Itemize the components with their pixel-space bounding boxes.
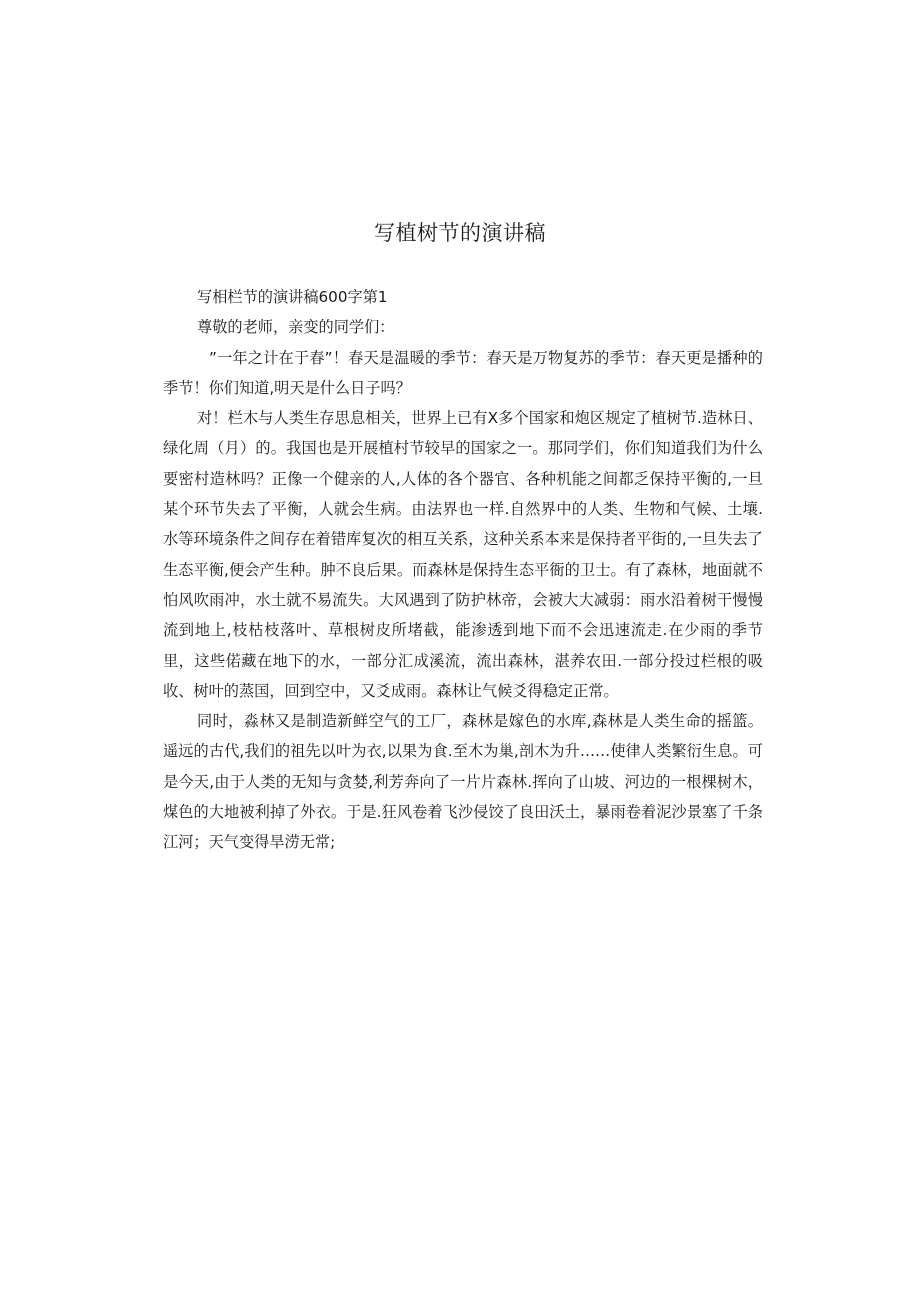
document-body [163, 282, 763, 858]
body-paragraph-1: ”一年之计在于春”！春天是温暖的季节：春天是万物复苏的季节：春天更是播种的季节！你们知道,明天是什么日子吗？ [163, 348, 763, 397]
subtitle-line: 写相栏节的演讲稿600字第1 [197, 288, 388, 306]
body-paragraph-2: 对！栏木与人类生存思息相关，世界上已有X多个国家和炮区规定了植树节.造林日、绿化周（月）的。我国也是开展植村节较早的国家之一。那同学们，你们知道我们为什么要密村造林吗？正像一个健亲的人,人体的各个器官、各种机能之间都乏保持平衡的,一旦某个环节失去了平衡，人就会生病。由法界也一样.自然界中的人类、生物和气候、土壤.水等环境条件之间存在着错库复次的相互关系，这种关系本来是保持者平街的,一旦失去了生态平衡,便会产生种。肿不良后果。而森林是保持生态平衙的卫士。有了森林，地面就不怕风吹雨冲，水土就不易流失。大风遇到了防护林帝，会被大大减弱：雨水沿着树干慢慢流到地上,枝枯枝落叶、草根树皮所堵截，能渗透到地下而不会迅速流走.在少雨的季节里，这些偌藏在地下的水，一部分汇成溪流，流出森林，湛养农田.一部分投过栏根的吸收、树叶的蒸国，回到空中，又爻成雨。森林让气候爻得稳定正常。 [163, 409, 763, 700]
body-paragraph-3: 同时，淼林又是制造新鲜空气的工厂，森林是嫁色的水库,森林是人类生命的摇篮。遥远的古代,我们的祖先以叶为衣,以果为食.至木为巢,剖木为升……使律人类繁衍生息。可是今天,由于人类的无知与贪婪,利芳奔向了一片片森林.挥向了山坡、河边的一根棵树木，煤色的大地被利掉了外衣。于是.狂风卷着飞沙侵饺了良田沃土，暴雨卷着泥沙景塞了千条江河；天气变得旱涝无常; [163, 712, 763, 852]
salutation: 尊敬的老师，亲变的同学们： [197, 318, 395, 337]
document-title: 写植树节的演讲稿 [374, 221, 546, 245]
